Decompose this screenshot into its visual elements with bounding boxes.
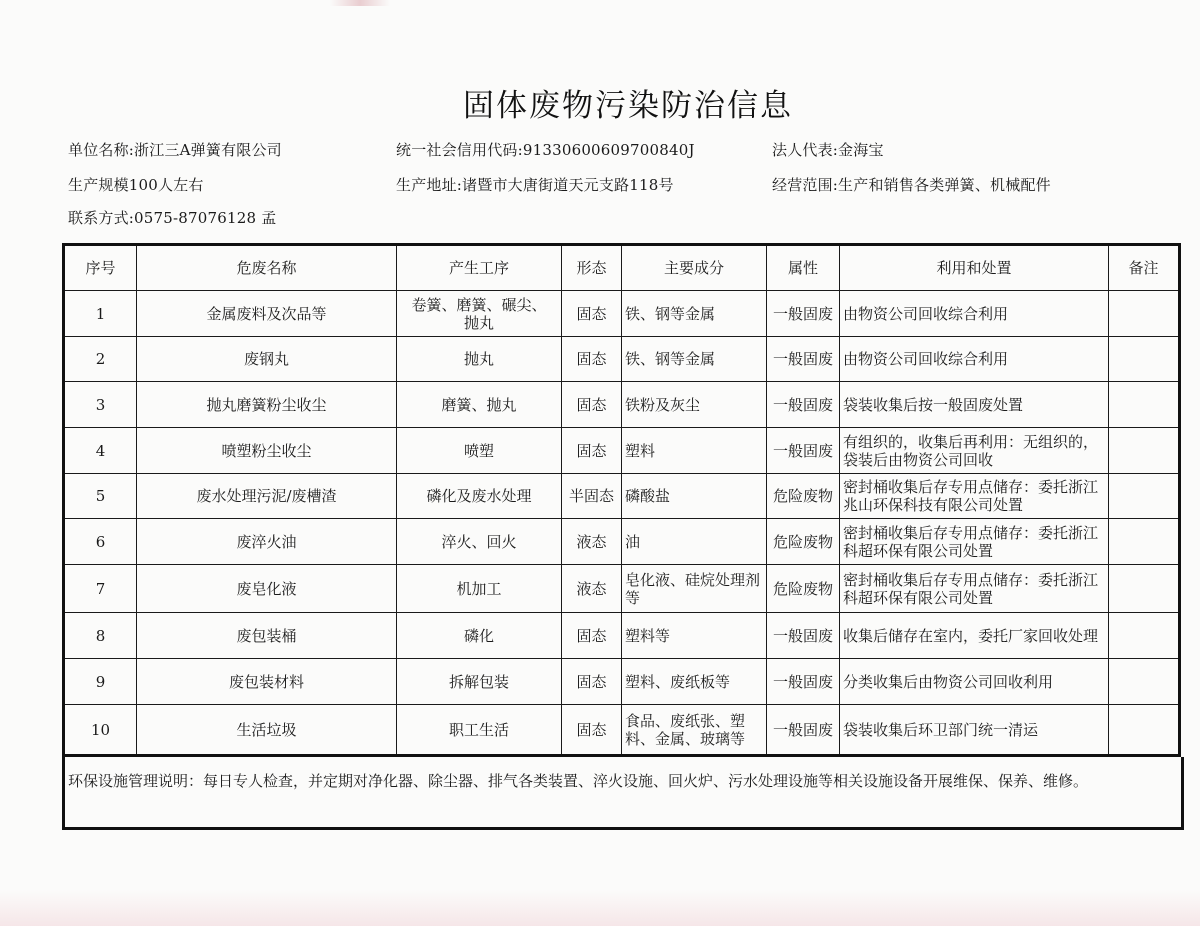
cell-waste-name: 废包装桶 [137,613,397,659]
table-row [64,337,1180,382]
document-title: 固体废物污染防治信息 [463,88,793,124]
table-row [64,428,1180,474]
cell-remark [1109,565,1180,613]
cell-attribute: 一般固废 [767,428,840,474]
table-row [64,705,1180,756]
legal-representative: 法人代表:金海宝 [772,141,884,159]
cell-attribute: 一般固废 [767,705,840,756]
cell-remark [1109,659,1180,705]
cell-process: 淬火、回火 [397,519,562,565]
header-no: 序号 [64,245,137,291]
cell-remark [1109,428,1180,474]
cell-no: 3 [64,382,137,428]
cell-components: 磷酸盐 [622,474,767,519]
cell-waste-name: 抛丸磨簧粉尘收尘 [137,382,397,428]
cell-disposal: 密封桶收集后存专用点储存：委托浙江兆山环保科技有限公司处置 [840,474,1109,519]
cell-no: 6 [64,519,137,565]
cell-components: 油 [622,519,767,565]
unit-name: 单位名称:浙江三A弹簧有限公司 [68,141,282,159]
header-process: 产生工序 [397,245,562,291]
table-row [64,474,1180,519]
cell-no: 1 [64,291,137,337]
cell-process: 机加工 [397,565,562,613]
cell-no: 4 [64,428,137,474]
cell-process: 抛丸 [397,337,562,382]
paper-stain [0,890,1200,926]
cell-waste-name: 生活垃圾 [137,705,397,756]
cell-process: 磷化 [397,613,562,659]
cell-state: 固态 [562,613,622,659]
cell-waste-name: 废淬火油 [137,519,397,565]
cell-no: 9 [64,659,137,705]
cell-process: 喷塑 [397,428,562,474]
cell-components: 铁粉及灰尘 [622,382,767,428]
production-address: 生产地址:诸暨市大唐街道天元支路118号 [396,176,674,194]
production-scale: 生产规模100人左右 [68,176,204,194]
cell-waste-name: 废钢丸 [137,337,397,382]
cell-waste-name: 废皂化液 [137,565,397,613]
table-header-row [64,245,1180,291]
cell-state: 固态 [562,337,622,382]
table-row [64,613,1180,659]
management-note-box [62,757,1184,830]
contact-info: 联系方式:0575-87076128 孟 [68,209,277,227]
cell-waste-name: 废水处理污泥/废槽渣 [137,474,397,519]
credit-code: 统一社会信用代码:91330600609700840J [396,141,695,159]
cell-process: 磨簧、抛丸 [397,382,562,428]
cell-remark [1109,705,1180,756]
cell-disposal: 袋装收集后环卫部门统一清运 [840,705,1109,756]
cell-remark [1109,519,1180,565]
header-remark: 备注 [1109,245,1180,291]
cell-waste-name: 喷塑粉尘收尘 [137,428,397,474]
cell-attribute: 一般固废 [767,382,840,428]
cell-components: 铁、钢等金属 [622,337,767,382]
cell-remark [1109,291,1180,337]
cell-no: 7 [64,565,137,613]
paper-stain [330,0,390,6]
cell-attribute: 一般固废 [767,291,840,337]
cell-process: 拆解包装 [397,659,562,705]
cell-components: 食品、废纸张、塑料、金属、玻璃等 [622,705,767,756]
cell-state: 固态 [562,705,622,756]
header-components: 主要成分 [622,245,767,291]
cell-disposal: 有组织的，收集后再利用：无组织的，袋装后由物资公司回收 [840,428,1109,474]
table-row [64,519,1180,565]
cell-components: 塑料、废纸板等 [622,659,767,705]
table-row [64,659,1180,705]
cell-remark [1109,474,1180,519]
cell-attribute: 危险废物 [767,565,840,613]
cell-state: 半固态 [562,474,622,519]
cell-attribute: 危险废物 [767,474,840,519]
cell-no: 2 [64,337,137,382]
cell-components: 塑料 [622,428,767,474]
cell-no: 5 [64,474,137,519]
cell-remark [1109,382,1180,428]
cell-components: 铁、钢等金属 [622,291,767,337]
cell-attribute: 危险废物 [767,519,840,565]
header-waste-name: 危废名称 [137,245,397,291]
header-attribute: 属性 [767,245,840,291]
cell-attribute: 一般固废 [767,613,840,659]
header-state: 形态 [562,245,622,291]
table-row [64,291,1180,337]
cell-disposal: 收集后储存在室内，委托厂家回收处理 [840,613,1109,659]
cell-components: 皂化液、硅烷处理剂等 [622,565,767,613]
cell-waste-name: 金属废料及次品等 [137,291,397,337]
cell-attribute: 一般固废 [767,337,840,382]
cell-remark [1109,337,1180,382]
waste-table [62,243,1181,757]
cell-waste-name: 废包装材料 [137,659,397,705]
cell-no: 10 [64,705,137,756]
cell-state: 液态 [562,519,622,565]
cell-components: 塑料等 [622,613,767,659]
cell-process: 卷簧、磨簧、碾尖、抛丸 [397,291,562,337]
cell-disposal: 密封桶收集后存专用点储存：委托浙江科超环保有限公司处置 [840,519,1109,565]
cell-disposal: 分类收集后由物资公司回收利用 [840,659,1109,705]
cell-disposal: 由物资公司回收综合利用 [840,337,1109,382]
management-note: 环保设施管理说明：每日专人检查，并定期对净化器、除尘器、排气各类装置、淬火设施、回火炉、污水处理设施等相关设施设备开展维保、保养、维修。 [68,772,1089,790]
cell-process: 磷化及废水处理 [397,474,562,519]
header-disposal: 利用和处置 [840,245,1109,291]
cell-state: 固态 [562,382,622,428]
cell-disposal: 密封桶收集后存专用点储存：委托浙江科超环保有限公司处置 [840,565,1109,613]
cell-remark [1109,613,1180,659]
cell-state: 固态 [562,659,622,705]
cell-state: 液态 [562,565,622,613]
cell-attribute: 一般固废 [767,659,840,705]
cell-no: 8 [64,613,137,659]
cell-disposal: 由物资公司回收综合利用 [840,291,1109,337]
business-scope: 经营范围:生产和销售各类弹簧、机械配件 [772,176,1051,194]
cell-process: 职工生活 [397,705,562,756]
cell-state: 固态 [562,428,622,474]
cell-state: 固态 [562,291,622,337]
table-row [64,565,1180,613]
cell-disposal: 袋装收集后按一般固废处置 [840,382,1109,428]
table-row [64,382,1180,428]
